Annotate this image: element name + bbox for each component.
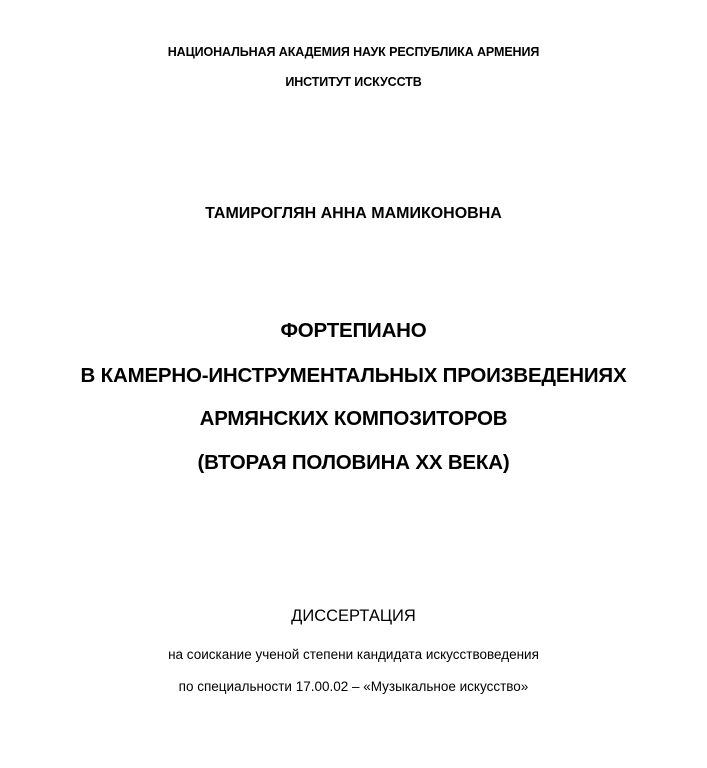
- degree-statement: на соискание ученой степени кандидата искусствоведения: [168, 647, 539, 662]
- institute-name: ИНСТИТУТ ИСКУССТВ: [285, 75, 422, 89]
- author-name: ТАМИРОГЛЯН АННА МАМИКОНОВНА: [205, 205, 502, 222]
- title-line: (ВТОРАЯ ПОЛОВИНА XX ВЕКА): [197, 451, 510, 474]
- title-line: ФОРТЕПИАНО: [280, 319, 427, 342]
- academy-name: НАЦИОНАЛЬНАЯ АКАДЕМИЯ НАУК РЕСПУБЛИКА АРМЕНИЯ: [167, 45, 540, 59]
- document-type: ДИССЕРТАЦИЯ: [291, 607, 416, 625]
- title-line: АРМЯНСКИХ КОМПОЗИТОРОВ: [199, 407, 508, 430]
- specialty-statement: по специальности 17.00.02 – «Музыкальное искусство»: [178, 679, 529, 694]
- title-line: В КАМЕРНО-ИНСТРУМЕНТАЛЬНЫХ ПРОИЗВЕДЕНИЯХ: [80, 364, 627, 387]
